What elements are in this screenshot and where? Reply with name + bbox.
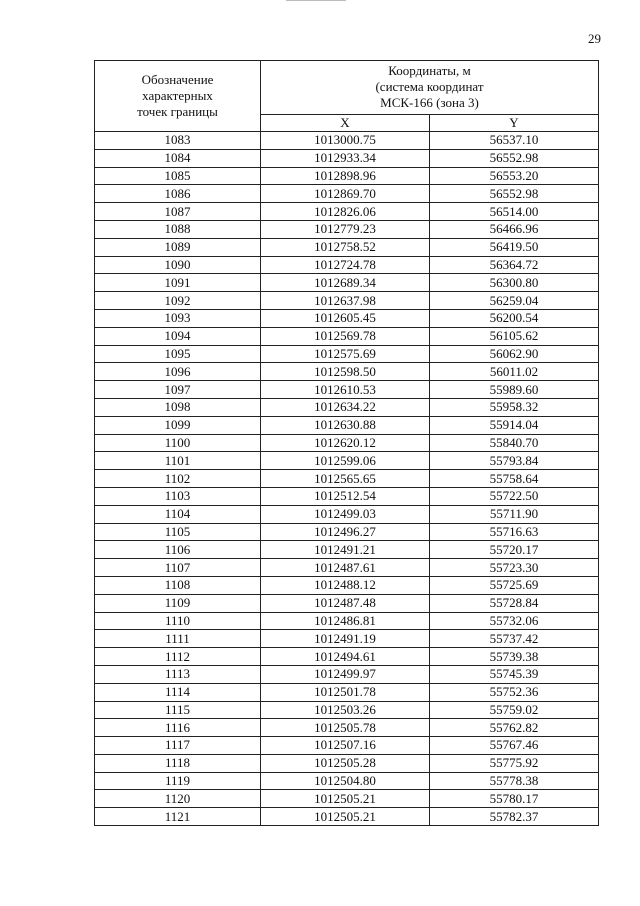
table-row — [95, 808, 599, 826]
x-coordinate-cell: 1012512.54 — [261, 487, 430, 505]
y-coordinate-cell: 55732.06 — [430, 612, 599, 630]
y-coordinate-cell: 55716.63 — [430, 523, 599, 541]
y-coordinate-cell: 55759.02 — [430, 701, 599, 719]
point-cell: 1121 — [95, 808, 261, 826]
y-coordinate-cell: 55723.30 — [430, 559, 599, 577]
x-coordinate-cell: 1012598.50 — [261, 363, 430, 381]
x-coordinate-cell: 1012758.52 — [261, 238, 430, 256]
x-coordinate-cell: 1012486.81 — [261, 612, 430, 630]
x-coordinate-cell: 1012505.78 — [261, 719, 430, 737]
point-cell: 1116 — [95, 719, 261, 737]
table-row — [95, 594, 599, 612]
table-row — [95, 434, 599, 452]
y-coordinate-cell: 56552.98 — [430, 149, 599, 167]
table-row — [95, 203, 599, 221]
x-coordinate-cell: 1012575.69 — [261, 345, 430, 363]
point-cell: 1118 — [95, 754, 261, 772]
point-cell: 1088 — [95, 220, 261, 238]
table-row — [95, 238, 599, 256]
y-coordinate-cell: 55778.38 — [430, 772, 599, 790]
x-coordinate-cell: 1013000.75 — [261, 132, 430, 150]
point-cell: 1106 — [95, 541, 261, 559]
x-coordinate-cell: 1012487.48 — [261, 594, 430, 612]
table-row — [95, 345, 599, 363]
point-cell: 1112 — [95, 648, 261, 666]
table-row — [95, 381, 599, 399]
point-cell: 1119 — [95, 772, 261, 790]
coords-header-line: МСК-166 (зона 3) — [380, 95, 479, 111]
y-coordinate-cell: 55737.42 — [430, 630, 599, 648]
x-coordinate-cell: 1012494.61 — [261, 648, 430, 666]
table-row — [95, 772, 599, 790]
point-cell: 1091 — [95, 274, 261, 292]
point-cell: 1114 — [95, 683, 261, 701]
point-cell: 1086 — [95, 185, 261, 203]
coordinates-table — [94, 60, 599, 826]
y-coordinate-cell: 55780.17 — [430, 790, 599, 808]
table-row — [95, 648, 599, 666]
point-cell: 1105 — [95, 523, 261, 541]
x-coordinate-cell: 1012933.34 — [261, 149, 430, 167]
table-row — [95, 665, 599, 683]
table-row — [95, 487, 599, 505]
x-coordinate-cell: 1012499.97 — [261, 665, 430, 683]
point-cell: 1102 — [95, 470, 261, 488]
x-coordinate-cell: 1012488.12 — [261, 576, 430, 594]
x-coordinate-cell: 1012826.06 — [261, 203, 430, 221]
y-coordinate-cell: 56466.96 — [430, 220, 599, 238]
x-coordinate-cell: 1012634.22 — [261, 398, 430, 416]
y-coordinate-cell: 55793.84 — [430, 452, 599, 470]
x-coordinate-cell: 1012504.80 — [261, 772, 430, 790]
x-coordinate-cell: 1012499.03 — [261, 505, 430, 523]
table-row — [95, 630, 599, 648]
x-coordinate-cell: 1012898.96 — [261, 167, 430, 185]
table-row — [95, 683, 599, 701]
y-coordinate-cell: 55758.64 — [430, 470, 599, 488]
point-cell: 1092 — [95, 292, 261, 310]
table-row — [95, 149, 599, 167]
y-coordinate-cell: 56300.80 — [430, 274, 599, 292]
x-coordinate-cell: 1012491.19 — [261, 630, 430, 648]
table-row — [95, 309, 599, 327]
point-cell: 1093 — [95, 309, 261, 327]
y-column-header: Y — [430, 114, 599, 131]
point-cell: 1089 — [95, 238, 261, 256]
table-row — [95, 754, 599, 772]
table-row — [95, 327, 599, 345]
point-cell: 1111 — [95, 630, 261, 648]
y-coordinate-cell: 55720.17 — [430, 541, 599, 559]
table-row — [95, 220, 599, 238]
point-cell: 1117 — [95, 737, 261, 755]
table-row — [95, 523, 599, 541]
table-row — [95, 470, 599, 488]
point-cell: 1104 — [95, 505, 261, 523]
x-coordinate-cell: 1012689.34 — [261, 274, 430, 292]
table-row — [95, 576, 599, 594]
point-cell: 1094 — [95, 327, 261, 345]
coords-header-line: Координаты, м — [388, 63, 471, 79]
y-coordinate-cell: 55840.70 — [430, 434, 599, 452]
x-coordinate-cell: 1012503.26 — [261, 701, 430, 719]
y-coordinate-cell: 55711.90 — [430, 505, 599, 523]
point-cell: 1090 — [95, 256, 261, 274]
points-header-line: точек границы — [137, 104, 218, 119]
y-coordinate-cell: 56552.98 — [430, 185, 599, 203]
coordinates-column-header — [261, 61, 599, 115]
points-header-line: Обозначение — [141, 72, 214, 87]
point-cell: 1096 — [95, 363, 261, 381]
x-coordinate-cell: 1012605.45 — [261, 309, 430, 327]
x-coordinate-cell: 1012599.06 — [261, 452, 430, 470]
point-cell: 1108 — [95, 576, 261, 594]
y-coordinate-cell: 56259.04 — [430, 292, 599, 310]
y-coordinate-cell: 56011.02 — [430, 363, 599, 381]
x-coordinate-cell: 1012501.78 — [261, 683, 430, 701]
x-coordinate-cell: 1012565.65 — [261, 470, 430, 488]
y-coordinate-cell: 55958.32 — [430, 398, 599, 416]
table-row — [95, 701, 599, 719]
x-coordinate-cell: 1012505.21 — [261, 808, 430, 826]
y-coordinate-cell: 56062.90 — [430, 345, 599, 363]
table-row — [95, 737, 599, 755]
y-coordinate-cell: 55914.04 — [430, 416, 599, 434]
x-coordinate-cell: 1012869.70 — [261, 185, 430, 203]
point-cell: 1110 — [95, 612, 261, 630]
point-cell: 1083 — [95, 132, 261, 150]
point-cell: 1101 — [95, 452, 261, 470]
x-coordinate-cell: 1012620.12 — [261, 434, 430, 452]
point-cell: 1103 — [95, 487, 261, 505]
table-row — [95, 132, 599, 150]
y-coordinate-cell: 55762.82 — [430, 719, 599, 737]
y-coordinate-cell: 56514.00 — [430, 203, 599, 221]
page-number: 29 — [588, 31, 601, 46]
table-row — [95, 790, 599, 808]
x-coordinate-cell: 1012505.21 — [261, 790, 430, 808]
table-row — [95, 612, 599, 630]
y-coordinate-cell: 56553.20 — [430, 167, 599, 185]
x-coordinate-cell: 1012630.88 — [261, 416, 430, 434]
y-coordinate-cell: 55767.46 — [430, 737, 599, 755]
y-coordinate-cell: 55728.84 — [430, 594, 599, 612]
y-coordinate-cell: 55752.36 — [430, 683, 599, 701]
table-row — [95, 167, 599, 185]
y-coordinate-cell: 55739.38 — [430, 648, 599, 666]
table-row — [95, 416, 599, 434]
table-row — [95, 185, 599, 203]
table-row — [95, 719, 599, 737]
y-coordinate-cell: 55745.39 — [430, 665, 599, 683]
point-cell: 1095 — [95, 345, 261, 363]
point-cell: 1098 — [95, 398, 261, 416]
x-column-header: X — [261, 114, 430, 131]
point-cell: 1120 — [95, 790, 261, 808]
point-cell: 1100 — [95, 434, 261, 452]
x-coordinate-cell: 1012505.28 — [261, 754, 430, 772]
point-cell: 1097 — [95, 381, 261, 399]
y-coordinate-cell: 55782.37 — [430, 808, 599, 826]
y-coordinate-cell: 56105.62 — [430, 327, 599, 345]
y-coordinate-cell: 55722.50 — [430, 487, 599, 505]
point-cell: 1084 — [95, 149, 261, 167]
x-coordinate-cell: 1012496.27 — [261, 523, 430, 541]
point-cell: 1109 — [95, 594, 261, 612]
coords-header-line: (система координат — [375, 79, 484, 95]
y-coordinate-cell: 55725.69 — [430, 576, 599, 594]
y-coordinate-cell: 56364.72 — [430, 256, 599, 274]
table-row — [95, 274, 599, 292]
x-coordinate-cell: 1012507.16 — [261, 737, 430, 755]
point-cell: 1087 — [95, 203, 261, 221]
x-coordinate-cell: 1012491.21 — [261, 541, 430, 559]
point-cell: 1113 — [95, 665, 261, 683]
table-header — [95, 61, 599, 132]
y-coordinate-cell: 55775.92 — [430, 754, 599, 772]
point-cell: 1107 — [95, 559, 261, 577]
y-coordinate-cell: 56419.50 — [430, 238, 599, 256]
scan-artifact — [286, 0, 346, 5]
x-coordinate-cell: 1012487.61 — [261, 559, 430, 577]
table-row — [95, 452, 599, 470]
point-cell: 1085 — [95, 167, 261, 185]
table-row — [95, 363, 599, 381]
x-coordinate-cell: 1012637.98 — [261, 292, 430, 310]
table-row — [95, 256, 599, 274]
points-header-line: характерных — [142, 88, 213, 103]
table-row — [95, 292, 599, 310]
table-body — [95, 132, 599, 826]
points-column-header — [95, 61, 261, 132]
y-coordinate-cell: 56200.54 — [430, 309, 599, 327]
table-row — [95, 541, 599, 559]
point-cell: 1099 — [95, 416, 261, 434]
y-coordinate-cell: 55989.60 — [430, 381, 599, 399]
table-row — [95, 398, 599, 416]
x-coordinate-cell: 1012779.23 — [261, 220, 430, 238]
point-cell: 1115 — [95, 701, 261, 719]
table-row — [95, 505, 599, 523]
x-coordinate-cell: 1012724.78 — [261, 256, 430, 274]
x-coordinate-cell: 1012610.53 — [261, 381, 430, 399]
table-row — [95, 559, 599, 577]
y-coordinate-cell: 56537.10 — [430, 132, 599, 150]
x-coordinate-cell: 1012569.78 — [261, 327, 430, 345]
